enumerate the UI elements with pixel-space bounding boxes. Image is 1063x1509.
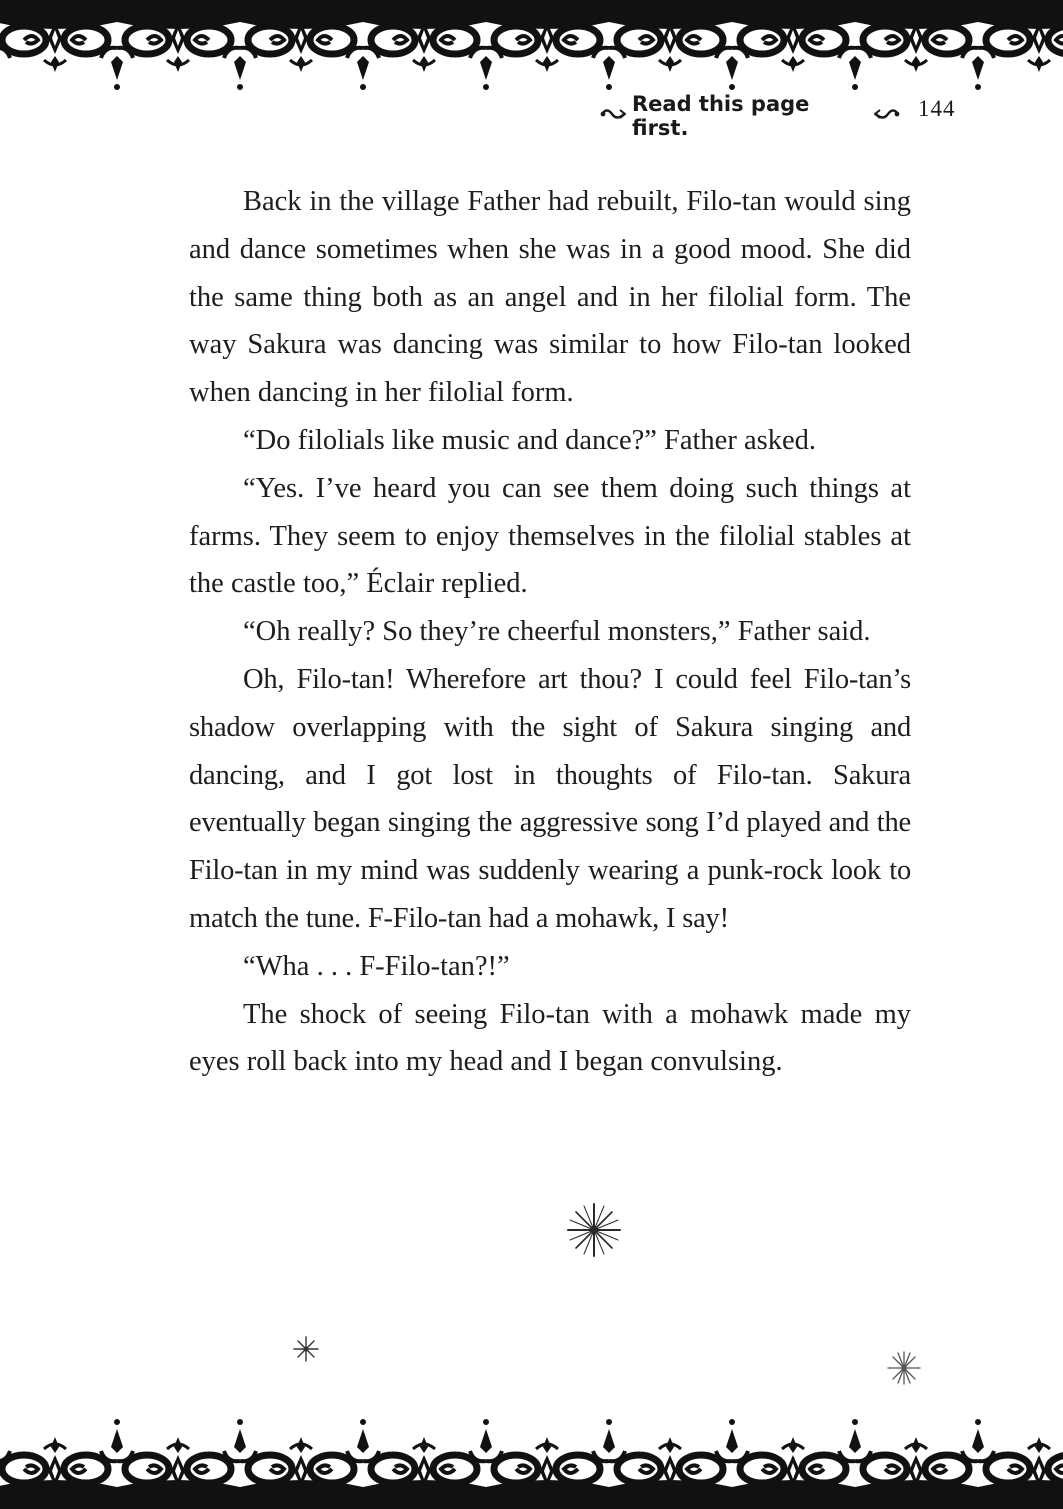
top-ornamental-border: [0, 0, 1063, 98]
sparkle-star-icon: [293, 1336, 319, 1362]
page-number: 144: [918, 96, 956, 121]
fleuron-right-icon: [874, 106, 900, 126]
running-head-title: Read this page first.: [632, 92, 810, 140]
top-border-ornament-icon: [0, 0, 1063, 98]
paragraph: “Yes. I’ve heard you can see them doing such things at farms. They seem to enjoy themselves in the filolial stables at the castle too,” Éclair replied.: [189, 472, 911, 600]
sparkle-star-icon: [887, 1351, 921, 1385]
paragraph: “Do filolials like music and dance?” Father asked.: [243, 424, 816, 456]
paragraph: “Oh really? So they’re cheerful monsters,” Father said.: [243, 616, 871, 648]
scene-break-icon: [566, 1202, 622, 1258]
paragraph: Oh, Filo-tan! Wherefore art thou? I could feel Filo-tan’s shadow overlapping with the sight of Sakura singing and dancing, and I got lost in thoughts of Filo-tan. Sakura eventually began singing the aggressive song I’d played and the Filo-tan in my mind was suddenly wearing a punk-rock look to match the tune. F-Filo-tan had a mohawk, I say!: [189, 663, 911, 934]
paragraph: The shock of seeing Filo-tan with a mohawk made my eyes roll back into my head and I began convulsing.: [189, 998, 911, 1078]
bottom-border-ornament-icon: [0, 1411, 1063, 1509]
paragraph: Back in the village Father had rebuilt, Filo-tan would sing and dance sometimes when she was in a good mood. She did the same thing both as an angel and in her filolial form. The way Sakura was dancing was similar to how Filo-tan looked when dancing in her filolial form.: [189, 186, 911, 409]
paragraph: “Wha . . . F-Filo-tan?!”: [243, 950, 510, 982]
bottom-ornamental-border: [0, 1411, 1063, 1509]
fleuron-left-icon: [600, 106, 626, 126]
body-text: [189, 178, 911, 1086]
running-head: [600, 92, 900, 140]
